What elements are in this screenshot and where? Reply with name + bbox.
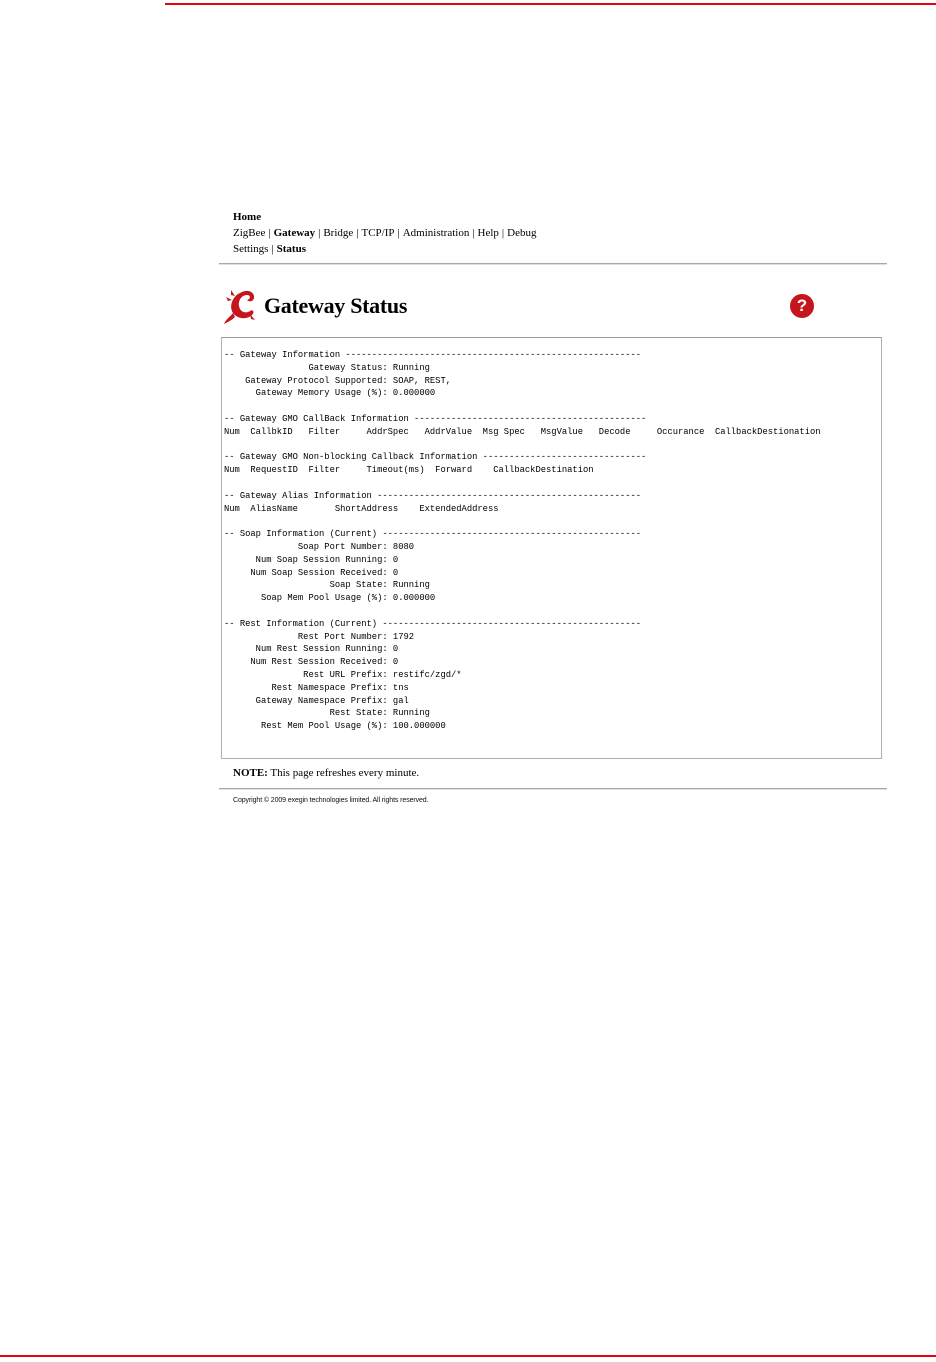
nav-settings-link[interactable]: Settings	[233, 243, 269, 255]
status-output-text	[224, 349, 821, 733]
top-navigation	[233, 209, 536, 257]
status-line: Rest Namespace Prefix: tns	[271, 682, 409, 693]
nav-row-sub	[233, 241, 536, 257]
nav-bridge-link[interactable]: Bridge	[323, 227, 354, 239]
status-line: Num AliasName ShortAddress ExtendedAddress	[224, 503, 499, 514]
nav-administration-link[interactable]: Administration	[402, 227, 470, 239]
nav-separator: |	[356, 227, 359, 239]
nav-row-main	[233, 225, 536, 241]
status-line: Gateway Memory Usage (%): 0.000000	[255, 388, 436, 399]
nav-separator: |	[472, 227, 475, 239]
status-line: Num Rest Session Received: 0	[250, 657, 399, 668]
page-header	[222, 286, 407, 326]
status-line: Soap Port Number: 8080	[297, 541, 415, 552]
status-line: Rest URL Prefix: restifc/zgd/*	[303, 669, 462, 680]
status-line: Gateway Status: Running	[308, 362, 430, 373]
page-bottom-rule	[0, 1355, 936, 1357]
status-line: Num Soap Session Received: 0	[250, 567, 399, 578]
status-line: -- Gateway GMO Non-blocking Callback Information -------------------------------	[224, 452, 647, 463]
footer-divider	[219, 788, 887, 790]
status-line: Num Soap Session Running: 0	[255, 554, 399, 565]
nav-separator: |	[397, 227, 400, 239]
status-line: Rest Port Number: 1792	[297, 631, 415, 642]
status-line: Soap Mem Pool Usage (%): 0.000000	[260, 593, 436, 604]
status-line: -- Soap Information (Current) -------------------------------------------------	[224, 529, 642, 540]
note-text: This page refreshes every minute.	[267, 767, 420, 779]
status-line: Soap State: Running	[329, 580, 430, 591]
status-line: Gateway Protocol Supported: SOAP, REST,	[245, 375, 451, 386]
help-icon[interactable]: ?	[790, 294, 814, 318]
salamander-logo-icon	[222, 286, 260, 326]
status-line: -- Gateway Information --------------------------------------------------------	[224, 350, 642, 360]
status-line: -- Rest Information (Current) -------------------------------------------------	[224, 618, 642, 629]
status-line: Num RequestID Filter Timeout(ms) Forward CallbackDestination	[224, 465, 594, 476]
status-line: Num CallbkID Filter AddrSpec AddrValue Msg Spec MsgValue Decode Occurance CallbackDestionation	[224, 426, 821, 437]
nav-separator: |	[501, 227, 505, 239]
status-output-panel	[221, 337, 882, 759]
refresh-note	[233, 767, 419, 779]
status-line: Num Rest Session Running: 0	[255, 644, 399, 655]
nav-status-link[interactable]: Status	[276, 243, 306, 255]
nav-home-link[interactable]: Home	[233, 211, 262, 223]
copyright-text: Copyright © 2009 exegin technologies limited. All rights reserved.	[233, 797, 429, 804]
nav-help-link[interactable]: Help	[477, 227, 499, 239]
nav-zigbee-link[interactable]: ZigBee	[233, 227, 266, 239]
header-divider	[219, 263, 887, 265]
status-line: Rest State: Running	[329, 708, 430, 719]
status-line: -- Gateway Alias Information --------------------------------------------------	[224, 490, 642, 501]
page-top-rule	[165, 3, 936, 5]
nav-gateway-link[interactable]: Gateway	[273, 227, 316, 239]
nav-separator: |	[271, 243, 274, 255]
nav-separator: |	[318, 227, 321, 239]
nav-tcpip-link[interactable]: TCP/IP	[361, 227, 395, 239]
status-line: -- Gateway GMO CallBack Information --------------------------------------------	[224, 413, 647, 424]
status-line: Rest Mem Pool Usage (%): 100.000000	[260, 721, 446, 732]
nav-separator: |	[268, 227, 271, 239]
status-line: Gateway Namespace Prefix: gal	[255, 695, 409, 706]
note-label: NOTE:	[233, 767, 268, 779]
nav-debug-link[interactable]: Debug	[507, 227, 537, 239]
page-title: Gateway Status	[264, 293, 408, 318]
